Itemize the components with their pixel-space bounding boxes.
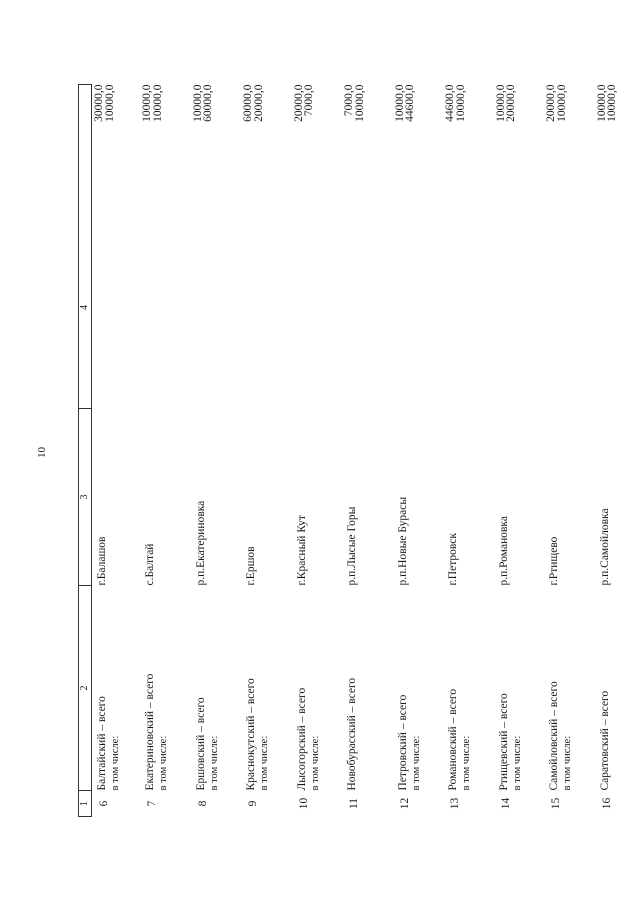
table-row — [494, 85, 545, 817]
district-name: Краснокутский – всего — [245, 678, 257, 791]
table-row — [191, 85, 242, 817]
value-2: 60000,0 — [202, 84, 214, 122]
value-1: 20000,0 — [292, 84, 305, 122]
district-name: Петровский – всего — [396, 694, 409, 791]
row-number: 8 — [196, 800, 209, 807]
value-2: 10000,0 — [606, 84, 618, 122]
locality: р.п.Новые Бурасы — [396, 496, 409, 586]
locality: г.Ершов — [245, 546, 257, 586]
district-name: Ершовский – всего — [194, 697, 207, 791]
locality: г.Петровск — [447, 533, 459, 586]
value-2: 44600,0 — [404, 84, 416, 122]
value-2: 20000,0 — [505, 84, 517, 122]
row-number: 15 — [550, 797, 562, 810]
table-row — [342, 85, 393, 817]
data-table — [78, 84, 640, 817]
district-sub: в том числе: — [461, 735, 472, 791]
values-cell — [241, 85, 292, 409]
values-cell — [191, 85, 242, 409]
value-2: 20000,0 — [252, 84, 265, 122]
value-1: 60000,0 — [242, 84, 254, 122]
values-cell — [342, 85, 393, 409]
table-row — [140, 85, 191, 817]
locality: р.п.Екатериновка — [194, 500, 207, 586]
district-name: Ртищевский – всего — [497, 693, 510, 791]
table-row — [544, 85, 595, 817]
value-1: 10000,0 — [141, 84, 153, 122]
locality: р.п.Лысые Горы — [346, 506, 358, 586]
table-row — [393, 85, 444, 817]
value-2: 10000,0 — [353, 84, 366, 122]
locality: г.Ртищево — [548, 536, 560, 586]
values-cell — [595, 85, 640, 409]
district-name: Екатериновский – всего — [144, 673, 156, 791]
row-number: 16 — [600, 797, 613, 810]
district-sub: в том числе: — [208, 735, 220, 791]
district-cell — [494, 586, 545, 791]
district-name: Романовский – всего — [447, 688, 459, 791]
values-cell — [443, 85, 494, 409]
district-cell — [92, 586, 141, 791]
district-sub: в том числе: — [309, 735, 321, 791]
district-sub: в том числе: — [110, 735, 121, 791]
value-2: 10000,0 — [151, 84, 164, 122]
value-2: 7000,0 — [303, 84, 315, 117]
values-cell — [393, 85, 444, 409]
values-cell — [544, 85, 595, 409]
row-number: 7 — [146, 800, 158, 807]
values-cell — [292, 85, 343, 409]
value-1: 20000,0 — [545, 84, 557, 122]
row-number: 11 — [348, 797, 360, 810]
district-name: Балтайский – всего — [96, 696, 108, 791]
district-sub: в том числе: — [158, 735, 169, 791]
district-cell — [443, 586, 494, 791]
table-row — [92, 85, 141, 817]
district-name: Саратовский – всего — [598, 690, 611, 791]
header-col1: 1 — [79, 791, 92, 817]
table-header-row — [79, 85, 92, 817]
district-name: Новобурасский – всего — [346, 677, 358, 791]
table-row — [595, 85, 640, 817]
value-2: 10000,0 — [454, 84, 467, 122]
locality: г.Красный Кут — [295, 515, 308, 586]
locality: р.п.Романовка — [497, 516, 510, 586]
value-1: 10000,0 — [393, 84, 406, 122]
row-number: 14 — [499, 797, 512, 810]
value-2: 10000,0 — [103, 84, 116, 122]
district-cell — [393, 586, 444, 791]
value-1: 10000,0 — [191, 84, 204, 122]
row-number: 9 — [247, 800, 259, 807]
district-sub: в том числе: — [410, 735, 422, 791]
value-2: 10000,0 — [555, 84, 568, 122]
district-sub: в том числе: — [562, 735, 573, 791]
district-cell — [544, 586, 595, 791]
value-1: 30000,0 — [93, 84, 105, 122]
values-cell — [494, 85, 545, 409]
district-cell — [191, 586, 242, 791]
table-row — [241, 85, 292, 817]
district-cell — [595, 586, 640, 791]
value-1: 44600,0 — [444, 84, 456, 122]
values-cell — [92, 85, 141, 409]
district-cell — [292, 586, 343, 791]
value-1: 10000,0 — [494, 84, 507, 122]
row-number: 13 — [449, 797, 461, 810]
district-cell — [241, 586, 292, 791]
row-number: 10 — [297, 797, 310, 810]
district-cell — [140, 586, 191, 791]
district-sub: в том числе: — [259, 735, 270, 791]
page-number: 10 — [36, 447, 48, 458]
row-number: 12 — [398, 797, 411, 810]
district-name: Лысогорский – всего — [295, 687, 308, 791]
table-row — [292, 85, 343, 817]
row-number: 6 — [98, 800, 110, 807]
header-col3: 3 — [79, 409, 92, 586]
value-1: 10000,0 — [595, 84, 608, 122]
value-1: 7000,0 — [343, 84, 355, 117]
locality: р.п.Самойловка — [598, 508, 611, 586]
header-col2: 2 — [79, 586, 92, 791]
locality: с.Балтай — [144, 543, 156, 586]
table-row — [443, 85, 494, 817]
locality: г.Балашов — [96, 536, 108, 586]
header-col4: 4 — [79, 85, 92, 409]
district-cell — [342, 586, 393, 791]
district-sub: в том числе: — [511, 735, 523, 791]
district-name: Самойловский – всего — [548, 681, 560, 791]
values-cell — [140, 85, 191, 409]
